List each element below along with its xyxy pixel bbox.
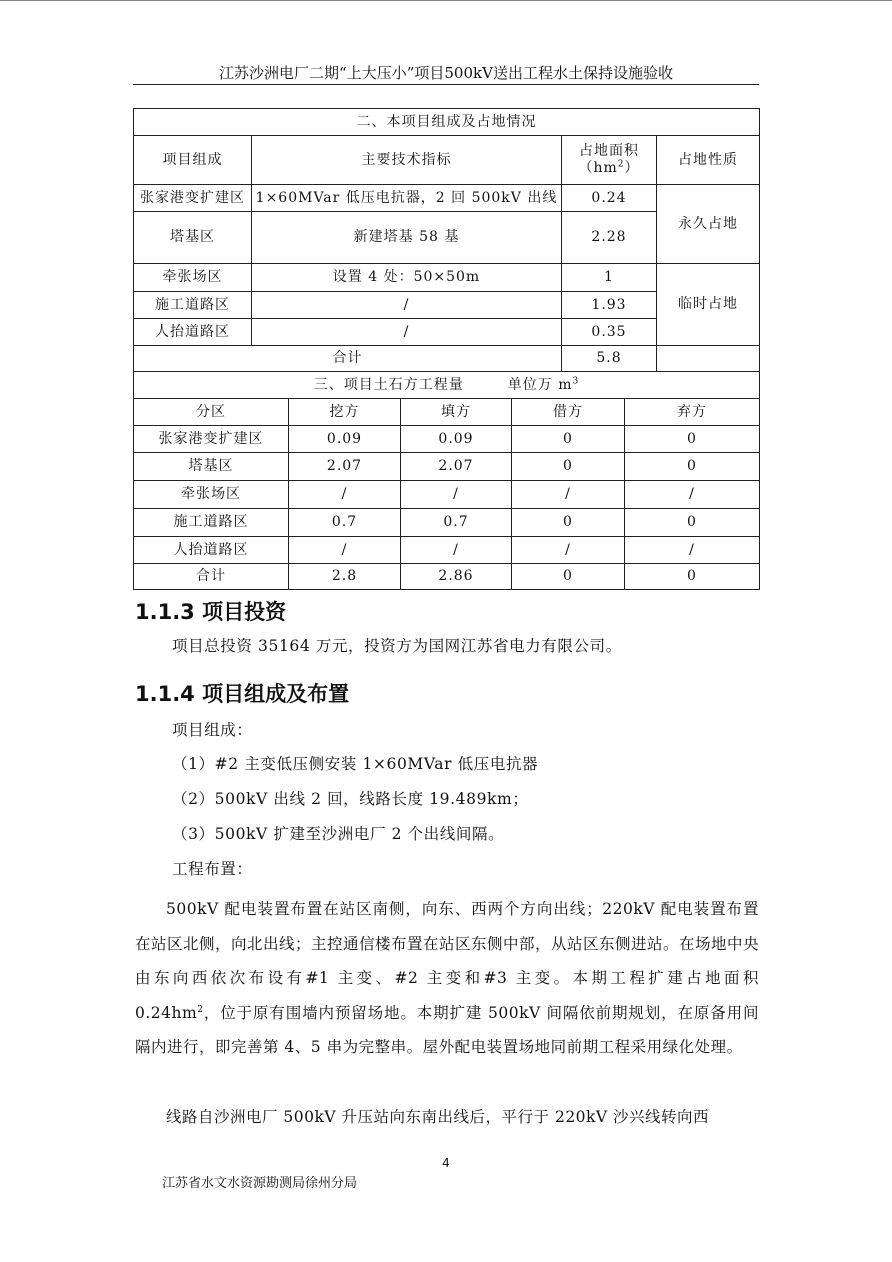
col-header-spoil: 弃方: [625, 399, 760, 426]
land-use-total-value: 5.8: [562, 346, 657, 372]
layout-label: 工程布置：: [172, 860, 253, 878]
table-cell: 设置 4 处：50×50m: [252, 264, 562, 292]
table-cell: /: [289, 537, 401, 564]
investment-text: 项目总投资 35164 万元，投资方为国网江苏省电力有限公司。: [172, 637, 622, 655]
table-cell: 人抬道路区: [134, 319, 252, 346]
table-cell: 人抬道路区: [134, 537, 289, 564]
land-nature-temporary: 临时占地: [657, 264, 760, 346]
table-cell: 施工道路区: [134, 509, 289, 537]
table-cell: /: [625, 481, 760, 509]
land-use-section-title: 二、本项目组成及占地情况: [134, 109, 760, 136]
route-paragraph: 线路自沙洲电厂 500kV 升压站向东南出线后，平行于 220kV 沙兴线转向西: [166, 1108, 710, 1126]
land-use-table: [133, 108, 760, 372]
table-cell: 2.07: [289, 453, 401, 481]
table-cell: 0.09: [401, 426, 512, 453]
table-cell: 牵张场区: [134, 264, 252, 292]
table-cell: 0: [512, 426, 625, 453]
col-header-excavation: 挖方: [289, 399, 401, 426]
table-cell: /: [252, 292, 562, 319]
composition-item-2: （2）500kV 出线 2 回，线路长度 19.489km；: [172, 790, 529, 808]
layout-paragraph: 500kV 配电装置布置在站区南侧，向东、西两个方向出线；220kV 配电装置布置在站区北侧，向北出线；主控通信楼布置在站区东侧中部，从站区东侧进站。在场地中央由东向西依次布设有#1 主变、#2 主变和#3 主变。本期工程扩建占地面积 $0.24hm^2$，位于原有围墙内预留场地。本期扩建 500kV 间隔依前期规划，在原备用间隔内进行，即完善第 4、5 串为完整串。屋外配电装置场地同前期工程采用绿化处理。: [135, 900, 760, 1056]
table-cell: 0: [625, 453, 760, 481]
heading-1-1-4: 1.1.4 项目组成及布置: [135, 682, 350, 706]
page-footer: 江苏省水文水资源勘测局徐州分局: [162, 1176, 358, 1191]
col-header-land-nature: 占地性质: [657, 136, 760, 185]
col-header-composition: 项目组成: [134, 136, 252, 185]
table-cell: 0: [625, 564, 760, 590]
table-cell: 2.07: [401, 453, 512, 481]
land-nature-permanent: 永久占地: [657, 185, 760, 264]
top-border-line: [0, 0, 892, 1]
land-use-total-label: 合计: [134, 346, 562, 372]
table-cell: 施工道路区: [134, 292, 252, 319]
table-cell: 张家港变扩建区: [134, 185, 252, 212]
composition-item-1: （1）#2 主变低压侧安装 1×60MVar 低压电抗器: [172, 755, 539, 773]
table-cell: 0.7: [401, 509, 512, 537]
table-cell: /: [512, 481, 625, 509]
table-cell: 0: [625, 426, 760, 453]
table-cell: 1×60MVar 低压电抗器，2 回 500kV 出线: [252, 185, 562, 212]
heading-1-1-3: 1.1.3 项目投资: [135, 600, 287, 624]
table-cell: 0.24: [562, 185, 657, 212]
col-header-area: 占地面积 $(hm^2)$: [562, 136, 657, 185]
table-cell: 0: [512, 564, 625, 590]
table-cell: /: [289, 481, 401, 509]
table-cell: 0.7: [289, 509, 401, 537]
table-cell-empty: [657, 346, 760, 372]
table-cell: 塔基区: [134, 453, 289, 481]
table-cell: 2.28: [562, 212, 657, 264]
table-cell: 0.09: [289, 426, 401, 453]
table-cell: /: [401, 537, 512, 564]
earthwork-unit: 单位万 m: [507, 376, 573, 393]
table-cell: 0.35: [562, 319, 657, 346]
col-header-zone: 分区: [134, 399, 289, 426]
earthwork-total-label: 合计: [134, 564, 289, 590]
table-cell: 2.86: [401, 564, 512, 590]
table-cell: 2.8: [289, 564, 401, 590]
table-cell: 1.93: [562, 292, 657, 319]
col-header-borrow: 借方: [512, 399, 625, 426]
col-header-fill: 填方: [401, 399, 512, 426]
table-cell: /: [512, 537, 625, 564]
earthwork-table: [133, 371, 760, 590]
table-cell: 0: [625, 509, 760, 537]
table-cell: 0: [512, 509, 625, 537]
table-cell: 1: [562, 264, 657, 292]
page-number: 4: [442, 1156, 450, 1170]
table-cell: /: [252, 319, 562, 346]
table-cell: /: [401, 481, 512, 509]
col-header-area-line1: 占地面积: [579, 143, 639, 159]
composition-label: 项目组成：: [172, 721, 253, 739]
table-cell: /: [625, 537, 760, 564]
table-cell: 牵张场区: [134, 481, 289, 509]
composition-item-3: （3）500kV 扩建至沙洲电厂 2 个出线间隔。: [172, 825, 505, 843]
table-cell: 新建塔基 58 基: [252, 212, 562, 264]
col-header-tech-index: 主要技术指标: [252, 136, 562, 185]
table-cell: 0: [512, 453, 625, 481]
table-cell: 塔基区: [134, 212, 252, 264]
table-cell: 张家港变扩建区: [134, 426, 289, 453]
earthwork-section-title: 三、项目土石方工程量 单位万 $m^3$: [134, 372, 760, 399]
page-header: 江苏沙洲电厂二期“上大压小”项目500kV送出工程水土保持设施验收: [133, 62, 759, 85]
